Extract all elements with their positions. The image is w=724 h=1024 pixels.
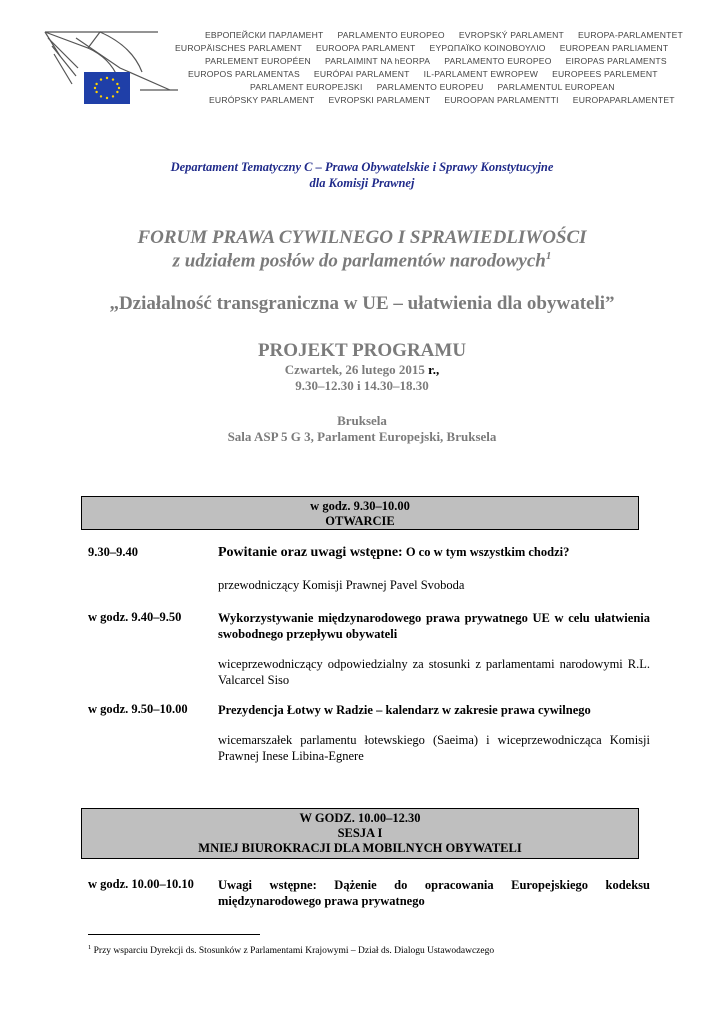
names-row-3: PARLEMENT EUROPÉEN PARLAIMINT NA hEORPA PARLAMENTO EUROPEO EIROPAS PARLAMENTS (205, 56, 667, 66)
program-room: Sala ASP 5 G 3, Parlament Europejski, Bruksela (227, 429, 497, 444)
footnote-number: 1 (88, 944, 92, 951)
agenda-item-1-title: Powitanie oraz uwagi wstępne: O co w tym wszystkim chodzi? (218, 545, 570, 560)
forum-title-line-2: z udziałem posłów do parlamentów narodowych$^1$ (172, 250, 552, 272)
agenda-item-3-title: Prezydencja Łotwy w Radzie – kalendarz w zakresie prawa cywilnego (218, 703, 591, 717)
agenda-item-3-speaker: wicemarszałek parlamentu łotewskiego (Saeima) i wiceprzewodnicząca Komisji Prawnej Inese Libina-Egnere (218, 733, 650, 763)
agenda-item-4-title: Uwagi wstępne: Dążenie do opracowania Europejskiego kodeksu międzynarodowego prawa prywatnego (218, 878, 650, 908)
names-row-2: EUROPÄISCHES PARLAMENT EUROOPA PARLAMENT ΕΥΡΩΠΑΪΚΟ ΚΟΙΝΟΒΟΥΛΙΟ EUROPEAN PARLIAMENT (175, 43, 669, 53)
program-heading: PROJEKT PROGRAMU (257, 340, 467, 361)
agenda-item-1-time: 9.30–9.40 (88, 545, 138, 559)
names-row-6: EURÓPSKY PARLAMENT EVROPSKI PARLAMENT EUROOPAN PARLAMENTTI EUROPAPARLAMENTET (209, 95, 675, 105)
agenda-item-1-speaker: przewodniczący Komisji Prawnej Pavel Svoboda (218, 578, 465, 592)
department-line-1: Departament Tematyczny C – Prawa Obywatelskie i Sprawy Konstytucyjne (170, 160, 554, 174)
agenda-item-2-title: Wykorzystywanie międzynarodowego prawa prywatnego UE w celu ułatwienia swobodnego przepływu obywateli (218, 611, 650, 641)
section-session-1-time: W GODZ. 10.00–12.30 (299, 811, 421, 825)
european-parliament-logo (40, 28, 180, 110)
agenda-item-4-time: w godz. 10.00–10.10 (88, 877, 194, 891)
section-session-1-label: SESJA I (337, 826, 383, 840)
names-row-4: EUROPOS PARLAMENTAS EURÓPAI PARLAMENT IL-PARLAMENT EWROPEW EUROPEES PARLEMENT (188, 69, 658, 79)
section-session-1-box (81, 808, 639, 859)
names-row-1: ЕВРОПЕЙСКИ ПАРЛАМЕНТ PARLAMENTO EUROPEO EVROPSKÝ PARLAMENT EUROPA-PARLAMENTET (205, 30, 683, 40)
program-date: Czwartek, 26 lutego 2015 r., (284, 362, 440, 377)
section-opening-name: OTWARCIE (325, 514, 395, 528)
section-opening-box (81, 496, 639, 530)
footnote-divider (88, 934, 260, 935)
footnote-text: Przy wsparciu Dyrekcji ds. Stosunków z Parlamentami Krajowymi – Dział ds. Dialogu Ustawodawczego (93, 946, 495, 957)
section-session-1-name: MNIEJ BIUROKRACJI DLA MOBILNYCH OBYWATELI (198, 841, 522, 855)
section-opening-time: w godz. 9.30–10.00 (310, 499, 410, 513)
footnote-ref: 1 (545, 250, 552, 262)
agenda-item-2-speaker: wiceprzewodniczący odpowiedzialny za stosunki z parlamentami narodowymi R.L. Valcarcel Siso (218, 657, 650, 687)
forum-subtitle: „Działalność transgraniczna w UE – ułatwienia dla obywateli” (109, 293, 615, 314)
program-hours: 9.30–12.30 i 14.30–18.30 (295, 378, 429, 393)
footnote (88, 944, 494, 956)
program-city: Bruksela (337, 413, 387, 428)
agenda-item-2-time: w godz. 9.40–9.50 (88, 610, 182, 624)
department-line-2: dla Komisji Prawnej (309, 176, 415, 190)
agenda-item-3-time: w godz. 9.50–10.00 (88, 702, 188, 716)
names-row-5: PARLAMENT EUROPEJSKI PARLAMENTO EUROPEU PARLAMENTUL EUROPEAN (250, 82, 615, 92)
forum-title-line-1: FORUM PRAWA CYWILNEGO I SPRAWIEDLIWOŚCI (137, 227, 587, 248)
